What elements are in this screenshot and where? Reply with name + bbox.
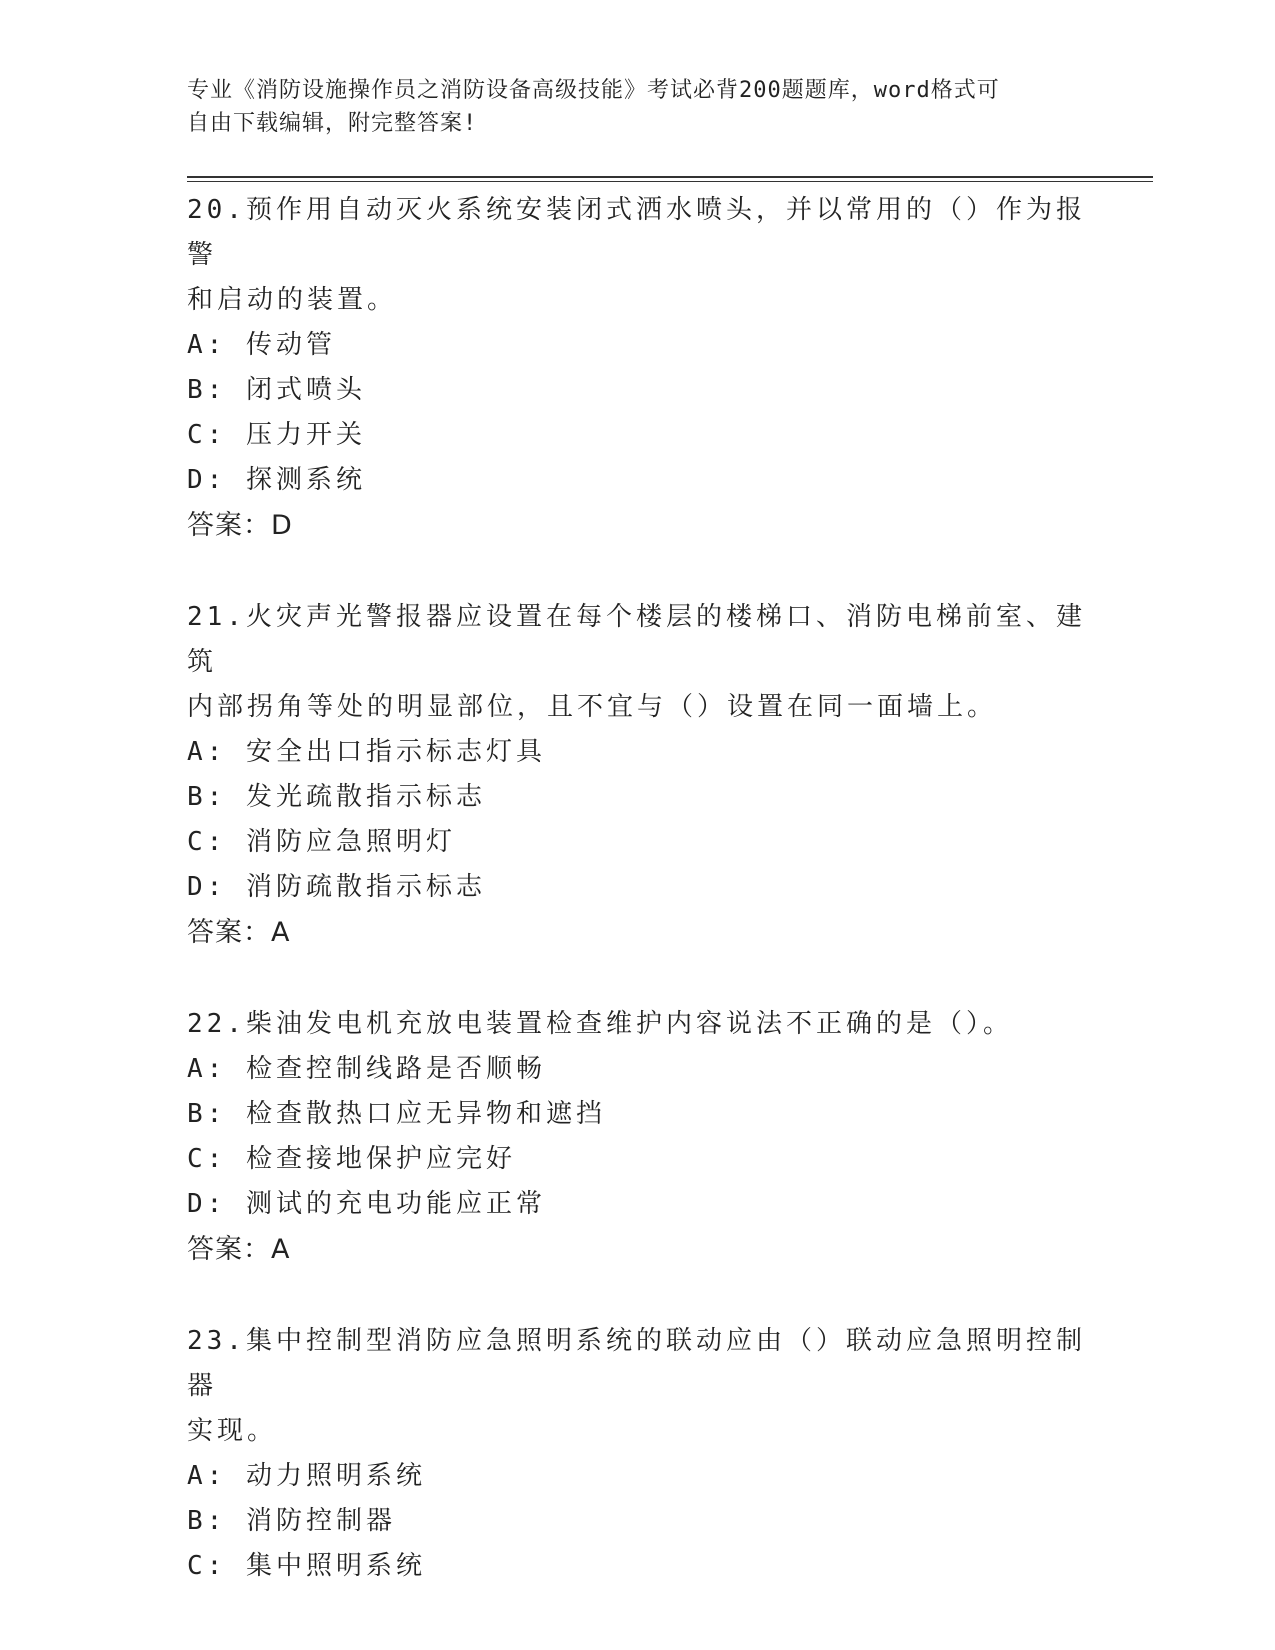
option-a: A: 安全出口指示标志灯具 (187, 737, 546, 767)
option-a: A: 动力照明系统 (187, 1461, 426, 1491)
question-stem-line-1: 23.集中控制型消防应急照明系统的联动应由（）联动应急照明控制器 (187, 1326, 1086, 1401)
option-b: B: 发光疏散指示标志 (187, 782, 486, 812)
question-stem-line-1: 22.柴油发电机充放电装置检查维护内容说法不正确的是（）。 (187, 1009, 1013, 1039)
answer-text: 答案：A (187, 917, 291, 948)
option-b: B: 消防控制器 (187, 1506, 396, 1536)
header-divider-thin (187, 181, 1153, 182)
answer-text: 答案：A (187, 1234, 291, 1265)
option-c: C: 消防应急照明灯 (187, 827, 456, 857)
header-line-2: 自由下载编辑，附完整答案! (187, 111, 478, 136)
question-stem-line-2: 实现。 (187, 1416, 278, 1446)
option-c: C: 检查接地保护应完好 (187, 1144, 516, 1174)
question-stem-line-2: 和启动的装置。 (187, 285, 398, 315)
option-a: A: 传动管 (187, 330, 336, 360)
option-b: B: 检查散热口应无异物和遮挡 (187, 1099, 606, 1129)
header-divider-thick (187, 176, 1153, 178)
option-d: D: 消防疏散指示标志 (187, 872, 486, 902)
option-d: D: 探测系统 (187, 465, 366, 495)
question-stem-line-1: 20.预作用自动灭火系统安装闭式洒水喷头，并以常用的（）作为报警 (187, 195, 1086, 270)
option-b: B: 闭式喷头 (187, 375, 366, 405)
question-stem-line-1: 21.火灾声光警报器应设置在每个楼层的楼梯口、消防电梯前室、建筑 (187, 602, 1086, 677)
question-22 (187, 1002, 1087, 1272)
option-c: C: 集中照明系统 (187, 1551, 426, 1581)
question-20 (187, 188, 1087, 548)
question-list (187, 188, 1087, 1636)
header-line-1: 专业《消防设施操作员之消防设备高级技能》考试必背200题题库，word格式可 (187, 78, 1000, 103)
question-23 (187, 1319, 1087, 1589)
question-stem-line-2: 内部拐角等处的明显部位，且不宜与（）设置在同一面墙上。 (187, 692, 998, 722)
document-header (187, 74, 1087, 140)
option-a: A: 检查控制线路是否顺畅 (187, 1054, 546, 1084)
option-c: C: 压力开关 (187, 420, 366, 450)
answer-text: 答案：D (187, 510, 293, 541)
question-21 (187, 595, 1087, 955)
option-d: D: 测试的充电功能应正常 (187, 1189, 546, 1219)
